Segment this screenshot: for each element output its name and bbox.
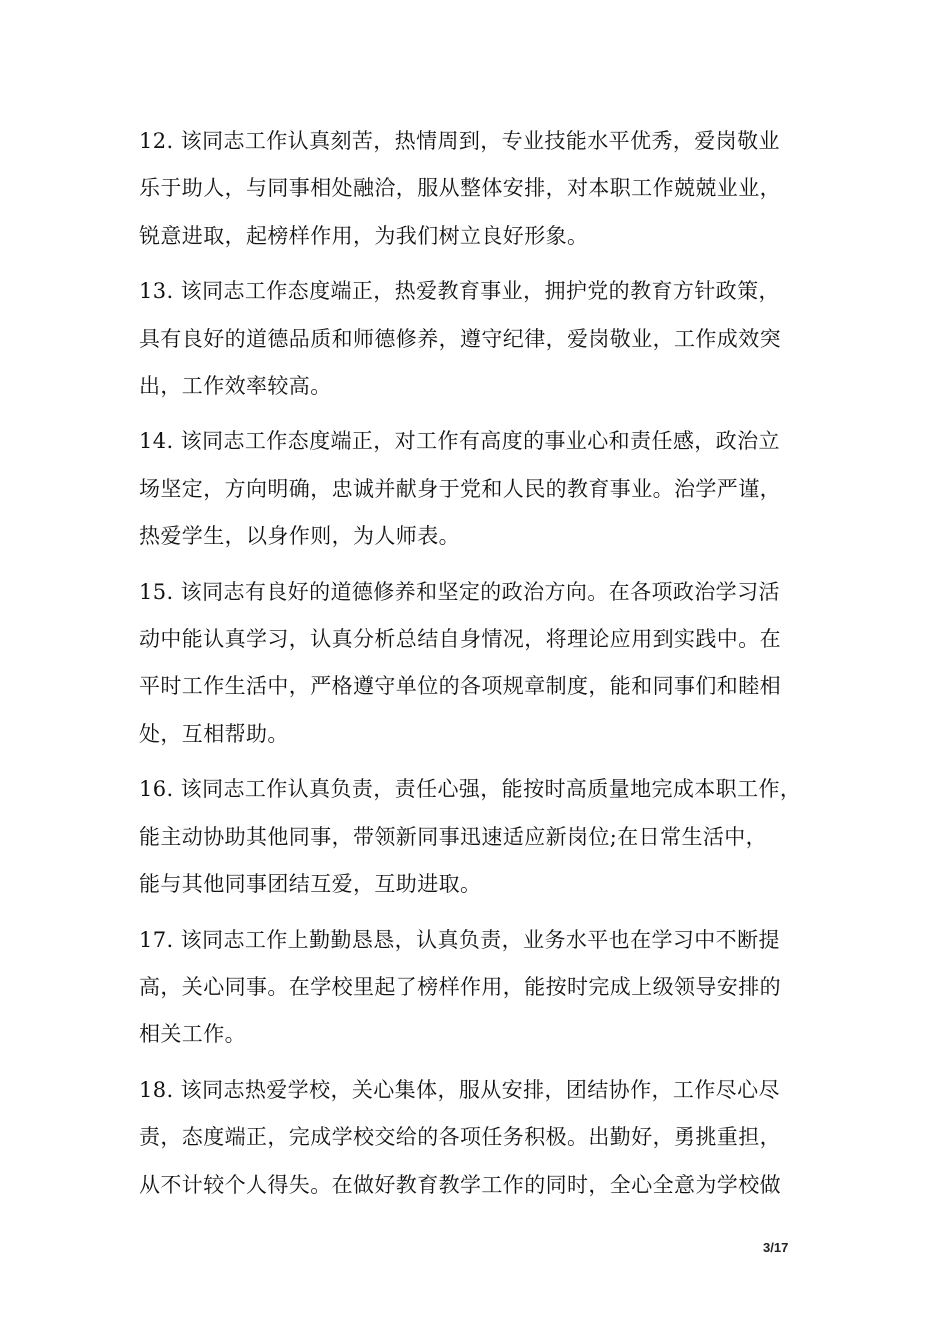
- text-line: 热爱学生，以身作则，为人师表。: [139, 524, 460, 549]
- page-number: 3/17: [763, 1240, 789, 1255]
- paragraph-16: [139, 766, 823, 908]
- text-line: 能主动协助其他同事，带领新同事迅速适应新岗位;在日常生活中，: [139, 824, 768, 849]
- text-line: 能与其他同事团结互爱，互助进取。: [139, 872, 482, 897]
- text-line: 具有良好的道德品质和师德修养，遵守纪律，爱岗敬业，工作成效突: [139, 326, 781, 351]
- text-line: 场坚定，方向明确，忠诚并献身于党和人民的教育事业。治学严谨，: [139, 476, 781, 501]
- text-line: 12. 该同志工作认真刻苦，热情周到，专业技能水平优秀，爱岗敬业: [139, 129, 780, 153]
- paragraph-15: [139, 569, 823, 759]
- paragraph-12: [139, 118, 823, 260]
- text-line: 16. 该同志工作认真负责，责任心强，能按时高质量地完成本职工作，: [139, 777, 802, 802]
- text-line: 动中能认真学习，认真分析总结自身情况，将理论应用到实践中。在: [139, 627, 781, 652]
- paragraph-14: [139, 418, 823, 560]
- text-line: 高，关心同事。在学校里起了榜样作用，能按时完成上级领导安排的: [139, 974, 781, 999]
- text-line: 14. 该同志工作态度端正，对工作有高度的事业心和责任感，政治立: [139, 429, 780, 454]
- text-line: 18. 该同志热爱学校，关心集体，服从安排，团结协作，工作尽心尽: [139, 1077, 780, 1102]
- text-line: 相关工作。: [139, 1022, 246, 1047]
- text-line: 从不计较个人得失。在做好教育教学工作的同时，全心全意为学校做: [139, 1172, 781, 1197]
- text-line: 15. 该同志有良好的道德修养和坚定的政治方向。在各项政治学习活: [139, 579, 780, 604]
- text-line: 锐意进取，起榜样作用，为我们树立良好形象。: [139, 223, 589, 248]
- text-line: 乐于助人，与同事相处融洽，服从整体安排，对本职工作兢兢业业，: [139, 176, 781, 201]
- text-line: 平时工作生活中，严格遵守单位的各项规章制度，能和同事们和睦相: [139, 674, 781, 699]
- document-body: [139, 118, 823, 1217]
- text-line: 处，互相帮助。: [139, 721, 289, 746]
- paragraph-18: [139, 1067, 823, 1209]
- paragraph-13: [139, 268, 823, 410]
- text-line: 17. 该同志工作上勤勤恳恳，认真负责，业务水平也在学习中不断提: [139, 927, 780, 952]
- text-line: 13. 该同志工作态度端正，热爱教育事业，拥护党的教育方针政策，: [139, 279, 780, 304]
- paragraph-17: [139, 917, 823, 1059]
- text-line: 责，态度端正，完成学校交给的各项任务积极。出勤好，勇挑重担，: [139, 1125, 781, 1150]
- text-line: 出，工作效率较高。: [139, 374, 332, 399]
